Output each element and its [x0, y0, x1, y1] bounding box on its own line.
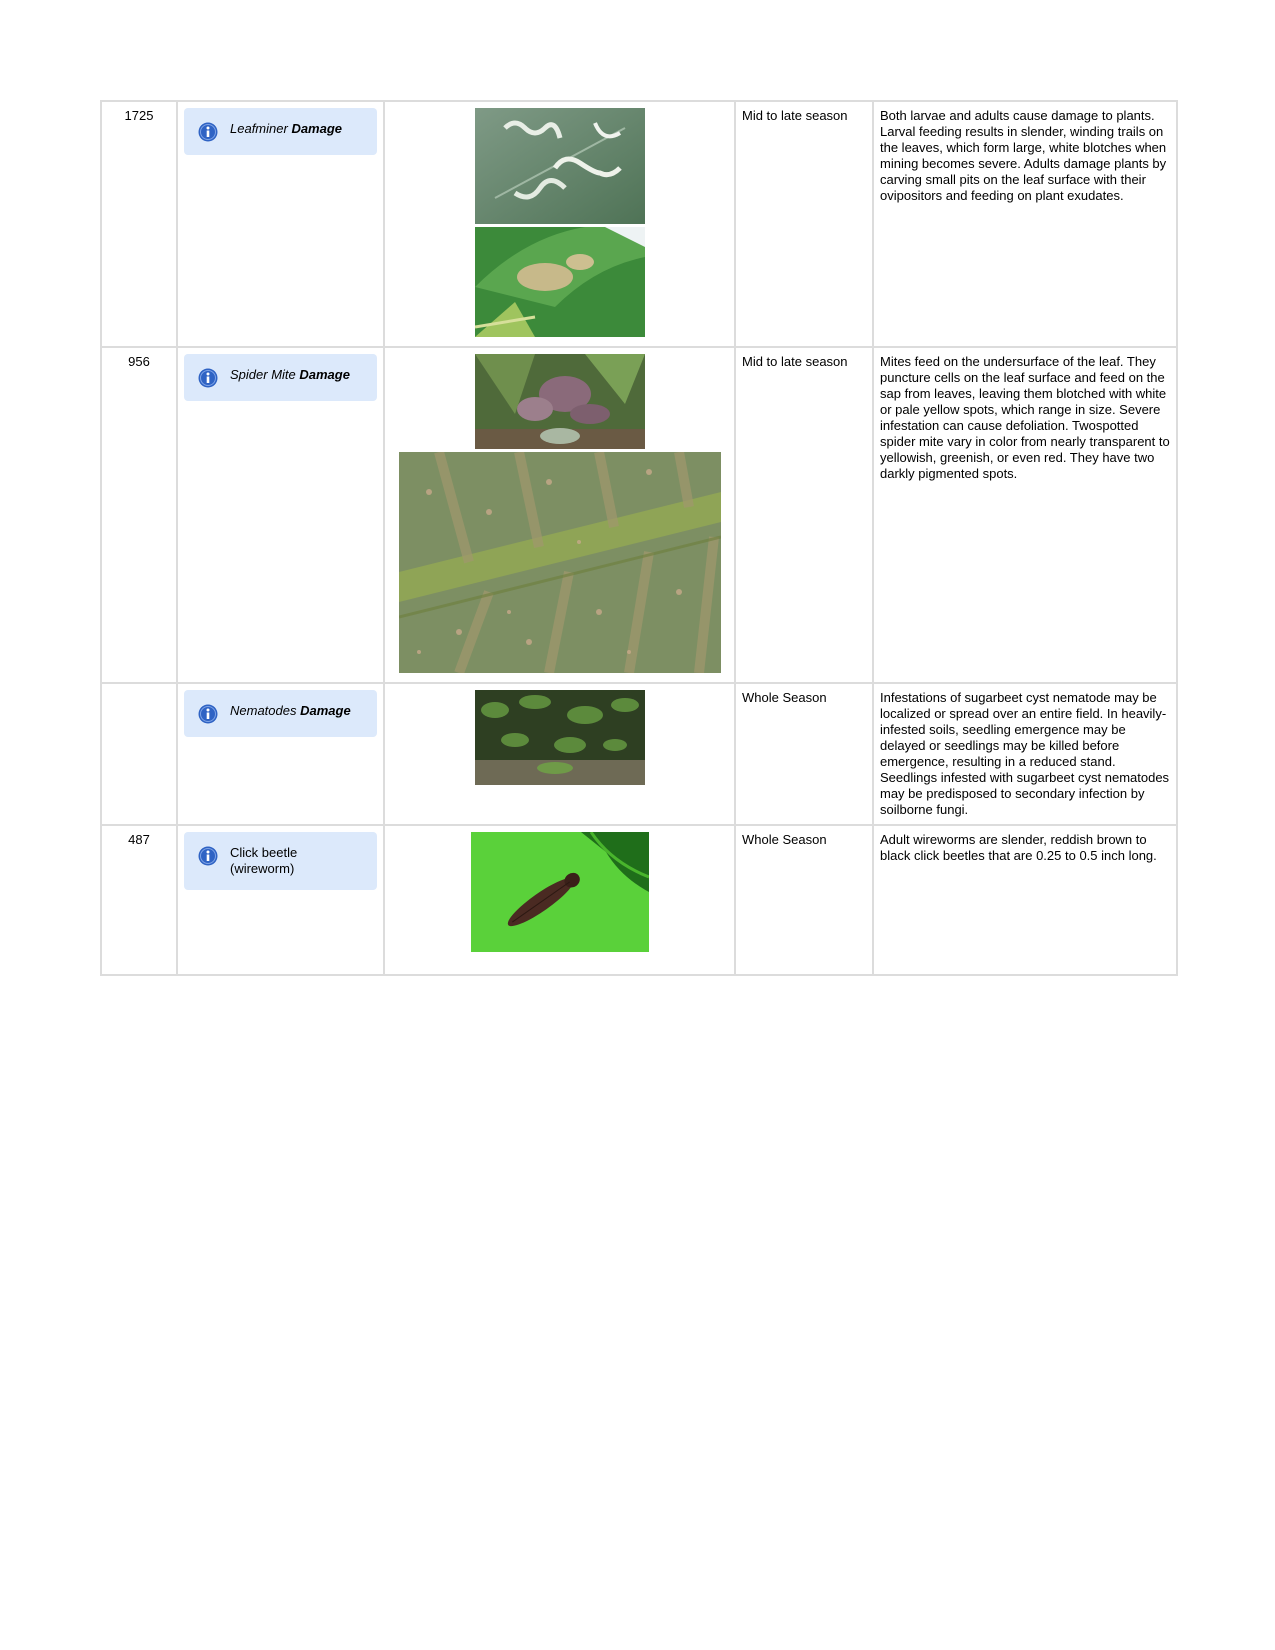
leafminer-trails-photo	[475, 108, 645, 224]
spider-mite-leaf-closeup-photo	[399, 452, 721, 673]
table-row	[101, 825, 1177, 975]
count-cell	[101, 101, 177, 347]
leafminer-blotch-photo	[475, 227, 645, 337]
pest-name: Leafminer Damage	[230, 121, 343, 136]
info-icon	[198, 368, 218, 388]
photo-cell	[384, 101, 735, 347]
description-text: Both larvae and adults cause damage to plants. Larval feeding results in slender, winding trails on the leaves, which form large, white blotches when mining becomes severe. Adults damage plants by carving small pits on the leaf surface with their ovipositors and feeding on plant exudates.	[880, 108, 1167, 203]
season-cell	[735, 683, 873, 825]
pest-name: Nematodes Damage	[230, 703, 351, 718]
season-cell	[735, 825, 873, 975]
pest-name-link[interactable]	[184, 108, 377, 155]
pest-name: Spider Mite Damage	[230, 367, 350, 382]
table-row	[101, 347, 1177, 683]
description-text: Mites feed on the undersurface of the leaf. They puncture cells on the leaf surface and feed on the sap from leaves, leaving them blotched with white or pale yellow spots, which range in size. Severe infestation can cause defoliation. Twospotted spider mite vary in color from nearly transparent to yellowish, greenish, or even red. They have two darkly pigmented spots.	[880, 354, 1170, 481]
count-value: 1725	[124, 108, 154, 123]
count-cell	[101, 825, 177, 975]
photo-cell	[384, 683, 735, 825]
name-cell	[177, 825, 384, 975]
season-value: Mid to late season	[742, 108, 848, 123]
season-value: Whole Season	[742, 690, 827, 705]
description-cell	[873, 347, 1177, 683]
click-beetle-photo	[471, 832, 649, 952]
table-row	[101, 101, 1177, 347]
season-cell	[735, 101, 873, 347]
pest-name-link[interactable]	[184, 354, 377, 401]
name-cell	[177, 347, 384, 683]
count-value: 956	[128, 354, 150, 369]
name-cell	[177, 683, 384, 825]
pest-name-link[interactable]	[184, 832, 377, 890]
count-cell	[101, 347, 177, 683]
spider-mite-plant-photo	[475, 354, 645, 449]
season-value: Whole Season	[742, 832, 827, 847]
season-value: Mid to late season	[742, 354, 848, 369]
count-value: 487	[128, 832, 150, 847]
season-cell	[735, 347, 873, 683]
count-cell	[101, 683, 177, 825]
pest-table	[100, 100, 1178, 976]
photo-cell	[384, 825, 735, 975]
photo-cell	[384, 347, 735, 683]
table-row	[101, 683, 1177, 825]
description-text: Adult wireworms are slender, reddish brown to black click beetles that are 0.25 to 0.5 inch long.	[880, 832, 1157, 863]
pest-name-link[interactable]	[184, 690, 377, 737]
info-icon	[198, 846, 218, 866]
name-cell	[177, 101, 384, 347]
pest-name: Click beetle (wireworm)	[230, 845, 298, 876]
description-text: Infestations of sugarbeet cyst nematode may be localized or spread over an entire field. In heavily-infested soils, seedling emergence may be delayed or seedlings may be killed before emergence, resulting in a reduced stand. Seedlings infested with sugarbeet cyst nematodes may be predisposed to secondary infection by soilborne fungi.	[880, 690, 1170, 817]
info-icon	[198, 704, 218, 724]
info-icon	[198, 122, 218, 142]
description-cell	[873, 683, 1177, 825]
nematode-field-photo	[475, 690, 645, 785]
description-cell	[873, 825, 1177, 975]
description-cell	[873, 101, 1177, 347]
